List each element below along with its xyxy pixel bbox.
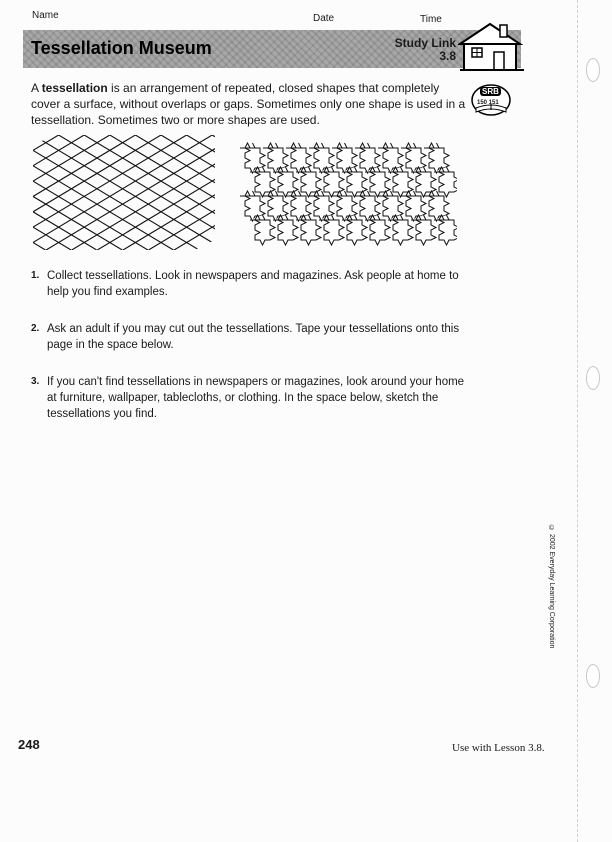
page-edge-line xyxy=(577,0,579,842)
rhombus-line xyxy=(33,135,84,250)
rhombus-line xyxy=(33,135,212,250)
copyright-notice: © 2002 Everyday Learning Corporation xyxy=(548,525,555,649)
item-number: 1. xyxy=(31,270,40,281)
time-label: Time xyxy=(420,14,442,25)
page-title: Tessellation Museum xyxy=(31,38,212,58)
rhombus-line xyxy=(97,135,215,250)
rhombus-line xyxy=(33,135,215,250)
item-number: 3. xyxy=(31,376,40,387)
puzzle-piece xyxy=(273,215,298,245)
puzzle-piece xyxy=(296,215,321,245)
intro-bold-term: tessellation xyxy=(41,81,108,95)
rhombus-line xyxy=(33,135,110,250)
study-link-label xyxy=(378,37,456,63)
puzzle-piece xyxy=(342,215,367,245)
list-item xyxy=(31,268,471,300)
house-icon xyxy=(458,22,526,72)
intro-text-after: is an arrangement of repeated, closed shapes that completely cover a surface, without overlaps or gaps. Sometimes only one shape is used in a tessellation. Sometimes two or more shapes are used. xyxy=(31,81,466,127)
srb-label: SRB xyxy=(482,87,499,96)
srb-pages: 150 151 xyxy=(477,100,499,106)
binder-hole xyxy=(586,366,600,390)
study-link-number: 3.8 xyxy=(439,49,456,63)
puzzle-piece xyxy=(250,215,275,245)
page-number: 248 xyxy=(18,737,40,752)
intro-paragraph xyxy=(31,80,471,128)
item-number: 2. xyxy=(31,323,40,334)
puzzle-piece xyxy=(411,215,436,245)
list-item xyxy=(31,321,471,353)
item-text: If you can't find tessellations in newspapers or magazines, look around your home at furniture, wallpaper, tablecloths, or clothing. In the space below, sketch the tessellations you find. xyxy=(47,376,465,420)
lesson-reference: Use with Lesson 3.8. xyxy=(452,742,545,754)
date-label: Date xyxy=(313,13,335,24)
puzzle-piece-tessellation-figure xyxy=(232,142,457,250)
item-text: Ask an adult if you may cut out the tessellations. Tape your tessellations onto this page in the space below. xyxy=(47,323,460,351)
puzzle-piece xyxy=(434,215,457,245)
binder-hole xyxy=(586,664,600,688)
intro-text-before: A xyxy=(31,81,42,95)
rhombus-line xyxy=(187,135,215,250)
list-item xyxy=(31,374,471,422)
binder-hole xyxy=(586,58,600,82)
rhombus-tessellation-figure xyxy=(33,135,215,250)
puzzle-piece xyxy=(365,215,390,245)
rhombus-line xyxy=(123,135,215,250)
puzzle-piece xyxy=(388,215,413,245)
item-text: Collect tessellations. Look in newspapers and magazines. Ask people at home to help you find examples. xyxy=(47,270,459,298)
puzzle-piece xyxy=(319,215,344,245)
study-link-text: Study Link xyxy=(394,36,456,50)
rhombus-line xyxy=(161,135,215,250)
name-label: Name xyxy=(32,10,59,21)
